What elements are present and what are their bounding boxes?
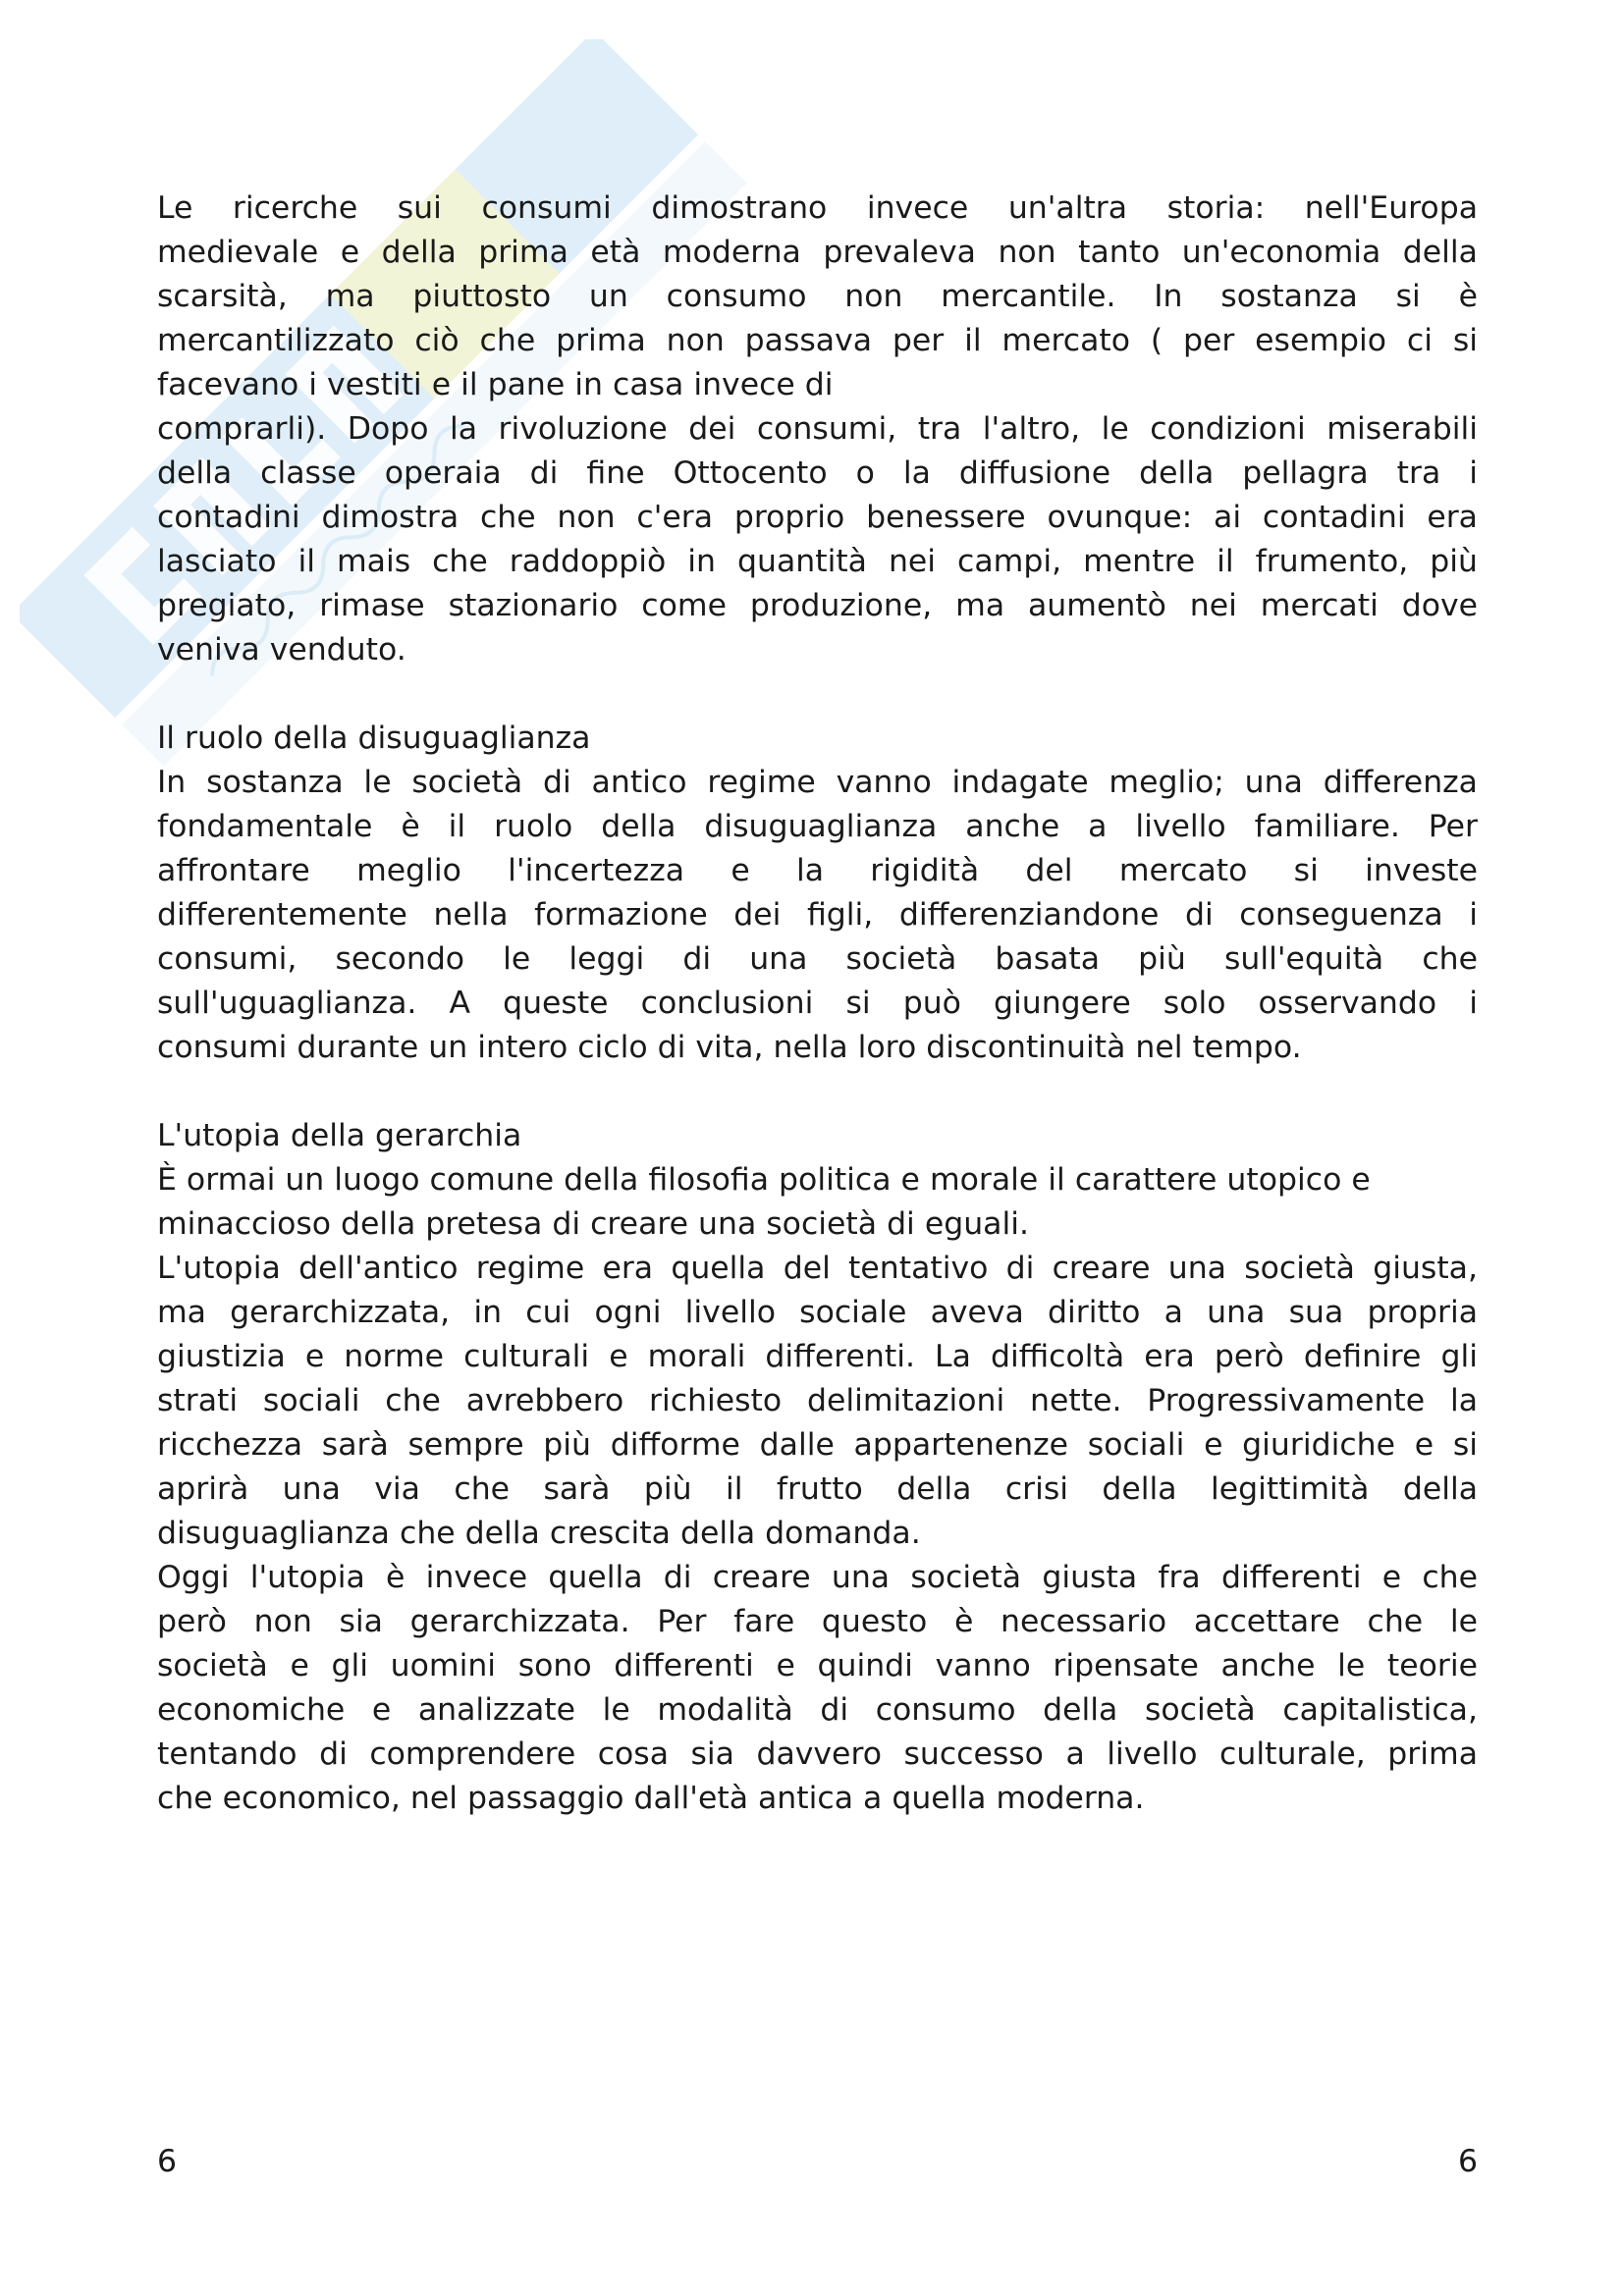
text-line: contadini dimostra che non c'era proprio benessere ovunque: ai contadini era [157,500,1478,535]
paragraph-antico-regime [157,1247,1478,1556]
page-number-right: 6 [1457,2144,1478,2179]
document-body [157,187,1478,1821]
text-line: società e gli uomini sono differenti e quindi vanno ripensate anche le teorie [157,1648,1478,1683]
paragraph-disuguaglianza [157,761,1478,1070]
text-line: veniva venduto. [157,632,406,667]
text-line: della classe operaia di fine Ottocento o la diffusione della pellagra tra i [157,455,1478,491]
text-line: sull'uguaglianza. A queste conclusioni si può giungere solo osservando i [157,986,1478,1021]
paragraph-utopia-intro [157,1158,1478,1247]
paragraph-oggi [157,1556,1478,1821]
text-line: facevano i vestiti e il pane in casa invece di [157,367,834,402]
paragraph-spacer [157,1070,1478,1114]
text-line: differentemente nella formazione dei figli, differenziandone di conseguenza i [157,897,1478,933]
text-line: però non sia gerarchizzata. Per fare questo è necessario accettare che le [157,1604,1478,1639]
text-line: In sostanza le società di antico regime vanno indagate meglio; una differenza [157,765,1478,800]
text-line: disuguaglianza che della crescita della domanda. [157,1516,921,1551]
paragraph-consumi [157,187,1478,672]
text-line: lasciato il mais che raddoppiò in quantità nei campi, mentre il frumento, più [157,544,1478,579]
paragraph-spacer [157,672,1478,717]
text-line: Oggi l'utopia è invece quella di creare una società giusta fra differenti e che [157,1560,1478,1595]
page-number-left: 6 [157,2144,178,2179]
text-line: scarsità, ma piuttosto un consumo non mercantile. In sostanza si è [157,279,1478,314]
section-heading: L'utopia della gerarchia [157,1118,522,1153]
text-line: pregiato, rimase stazionario come produzione, ma aumentò nei mercati dove [157,588,1478,623]
text-line: giustizia e norme culturali e morali differenti. La difficoltà era però definire gli [157,1339,1478,1374]
text-line: minaccioso della pretesa di creare una società di eguali. [157,1206,1029,1242]
text-line: mercantilizzato ciò che prima non passava per il mercato ( per esempio ci si [157,323,1478,358]
text-line: affrontare meglio l'incertezza e la rigidità del mercato si investe [157,853,1478,888]
text-line: che economico, nel passaggio dall'età antica a quella moderna. [157,1781,1145,1816]
text-line: tentando di comprendere cosa sia davvero successo a livello culturale, prima [157,1736,1478,1772]
text-line: È ormai un luogo comune della filosofia politica e morale il carattere utopico e [157,1162,1371,1198]
section-heading: Il ruolo della disuguaglianza [157,721,591,756]
text-line: ma gerarchizzata, in cui ogni livello sociale aveva diritto a una sua propria [157,1295,1478,1330]
text-line: consumi, secondo le leggi di una società basata più sull'equità che [157,941,1478,977]
text-line: L'utopia dell'antico regime era quella del tentativo di creare una società giusta, [157,1251,1478,1286]
text-line: economiche e analizzate le modalità di consumo della società capitalistica, [157,1692,1478,1728]
text-line: fondamentale è il ruolo della disuguaglianza anche a livello familiare. Per [157,809,1478,844]
text-line: ricchezza sarà sempre più difforme dalle appartenenze sociali e giuridiche e si [157,1427,1478,1463]
text-line: aprirà una via che sarà più il frutto della crisi della legittimità della [157,1471,1478,1507]
text-line: strati sociali che avrebbero richiesto delimitazioni nette. Progressivamente la [157,1383,1478,1418]
text-line: consumi durante un intero ciclo di vita, nella loro discontinuità nel tempo. [157,1030,1302,1065]
text-line: medievale e della prima età moderna prevaleva non tanto un'economia della [157,235,1478,270]
text-line: comprarli). Dopo la rivoluzione dei consumi, tra l'altro, le condizioni miserabili [157,411,1478,447]
text-line: Le ricerche sui consumi dimostrano invece un'altra storia: nell'Europa [157,190,1478,226]
